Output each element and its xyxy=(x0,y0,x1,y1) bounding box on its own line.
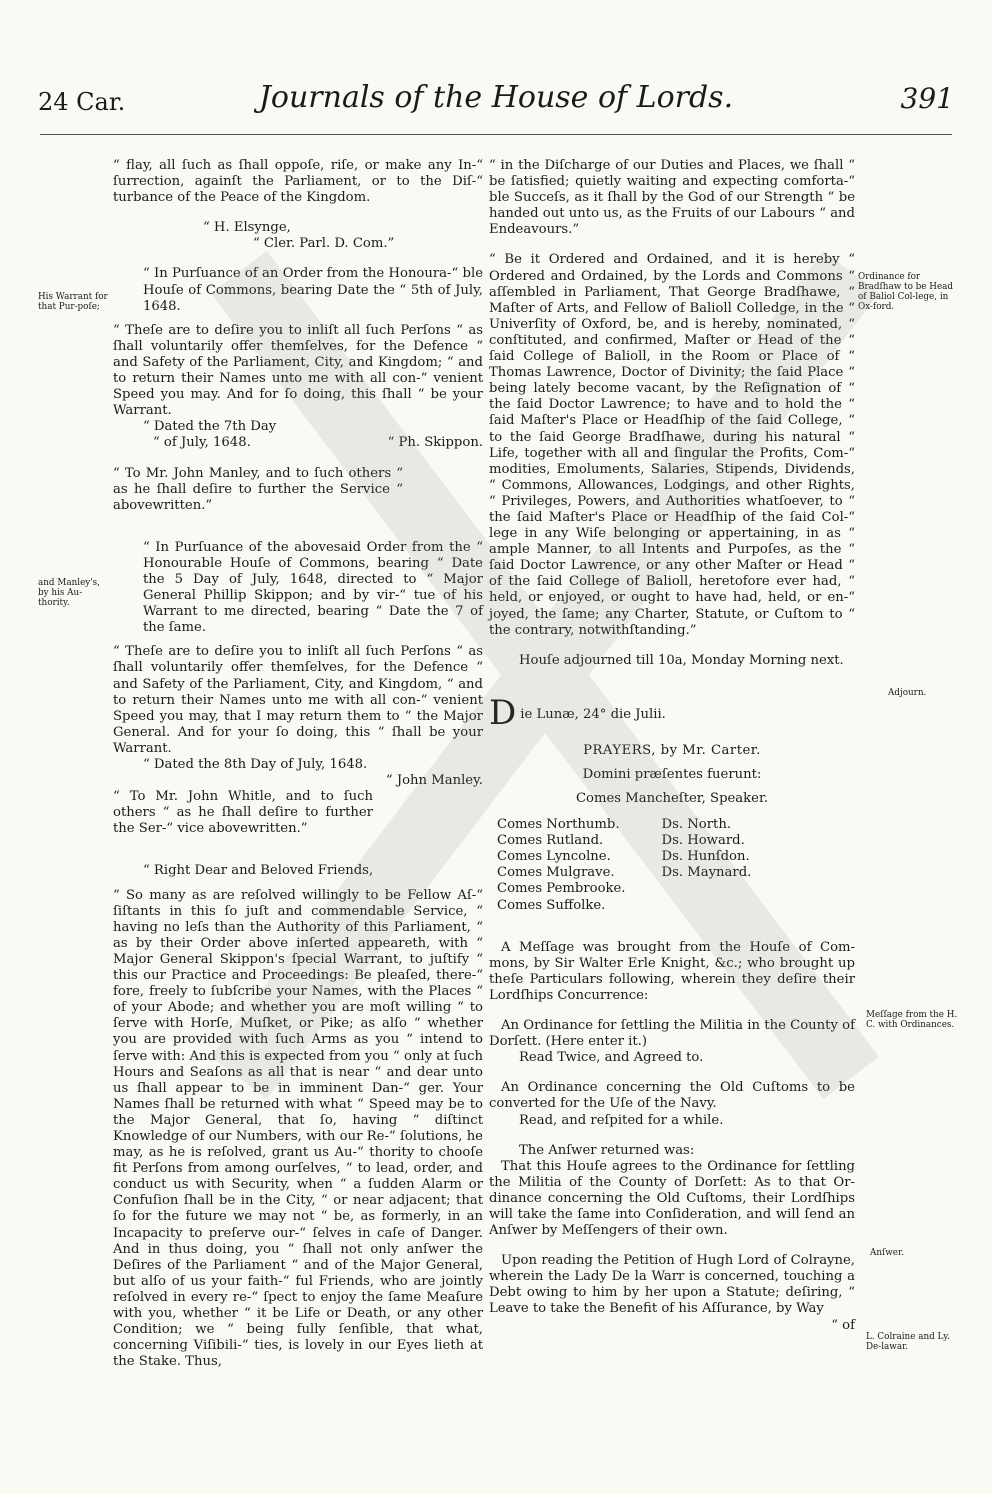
header-rule xyxy=(40,134,952,135)
signature-manley: “ John Manley. xyxy=(385,773,483,789)
member-lord: Ds. Hunſdon. xyxy=(661,849,750,865)
margin-note-ordinance: Ordinance for Bradſhaw to be Head of Baliol Col-lege, in Ox-ford. xyxy=(858,272,954,312)
signature-elsynge: “ H. Elsynge, xyxy=(203,220,291,236)
text-block: A Meſſage was brought from the Houſe of Com-mons, by Sir Walter Erle Knight, &c.; who brought up theſe Particulars following, wherein they deſire their Lordſhips Concurrence: xyxy=(489,939,855,1003)
speaker-line: Comes Mancheſter, Speaker. xyxy=(575,791,769,806)
salutation: “ Right Dear and Beloved Friends, xyxy=(143,863,374,879)
signature-title: “ Cler. Parl. D. Com.” xyxy=(253,236,395,252)
text-block: “ flay, all ſuch as ſhall oppoſe, riſe, or make any In-“ ſurrection, againſt the Parliament, or to the Diſ-“ turbance of the Peace of the Kingdom. xyxy=(113,158,483,206)
margin-note-manley: and Manley's, by his Au-thority. xyxy=(38,578,100,608)
header-regnal-year: 24 Car. xyxy=(38,88,126,116)
text-block: “ Theſe are to deſire you to inliſt all ſuch Perſons “ as ſhall voluntarily offer themſelves, for the Defence “ and Safety of the Parliament, City, and Kingdom, “ and to return their Names unto me with all con-“ venient Speed you may, that I may return them to “ the Major General. And for your ſo doing, this “ ſhall be your Warrant. xyxy=(113,644,483,756)
signature-skippon: “ Ph. Skippon. xyxy=(387,435,483,451)
dated-line: “ Dated the 8th Day of July, 1648. xyxy=(143,757,368,772)
text-block: “ Theſe are to deſire you to inliſt all ſuch Perſons “ as ſhall voluntarily offer themſelves, for the Defence “ and Safety of the Parliament, City, and Kingdom; “ and to return their Names unto me with all con-“ venient Speed you may. And for ſo doing, this ſhall “ be your Warrant. xyxy=(113,322,483,419)
page-header xyxy=(0,78,992,130)
member-earl: Comes Suffolke. xyxy=(497,897,606,913)
text-block: An Ordinance concerning the Old Cuſtoms to be converted for the Uſe of the Navy. xyxy=(489,1080,855,1112)
margin-note-answer: Anſwer. xyxy=(870,1248,905,1258)
text-block: An Ordinance for ſettling the Militia in the County of Dorſett. (Here enter it.) xyxy=(489,1018,855,1050)
reading-result: Read, and reſpited for a while. xyxy=(519,1112,724,1128)
present-line: Domini præſentes fuerunt: xyxy=(582,766,762,782)
drop-cap: D xyxy=(489,694,517,729)
session-date: ie Lunæ, 24° die Julii. xyxy=(520,706,666,722)
adjournment-line: Houſe adjourned till 10a, Monday Morning next. xyxy=(519,652,844,668)
header-page-number: 391 xyxy=(900,82,954,115)
members-list xyxy=(489,817,855,914)
reading-result: Read Twice, and Agreed to. xyxy=(519,1050,704,1066)
text-block: Upon reading the Petition of Hugh Lord of Colrayne, wherein the Lady De la Warr is concerned, touching a Debt owing to him by her upon a Statute; deſiring, “ Leave to take the Benefit of his Aſſurance, by Way xyxy=(489,1253,855,1317)
member-earl: Comes Pembrooke. xyxy=(497,881,626,897)
dated-line: “ Dated the 7th Day xyxy=(143,419,277,435)
margin-note-adjourn: Adjourn. xyxy=(888,688,927,698)
dated-line: “ of July, 1648. xyxy=(153,435,251,451)
member-earl: Comes Northumb. xyxy=(497,817,620,833)
text-block: “ So many as are reſolved willingly to be Fellow Aſ-“ ſiſtants in this ſo juſt and commendable Service, “ having no leſs than the Authority of this Parliament, “ as by their Order above inſerted appeareth, with “ Major General Skippon's ſpecial Warrant, to juſtify “ this our Practice and Proceedings: Be pleaſed, there-“ fore, freely to ſubſcribe your Names, with the Places “ of your Abode; and whether you are moſt willing “ to ſerve with Horſe, Muſket, or Pike; as alſo “ whether you are provided with ſuch Arms as you “ intend to ſerve with: And this is expected from you “ only at ſuch Hours and Seaſons as all that is near “ and dear unto us ſhall appear to be in imminent Dan-“ ger. Your Names ſhall be returned with what “ Speed may be to the Major General, that ſo, having “ diſtinct Knowledge of our Numbers, with our Re-“ ſolutions, he may, as he is reſolved, grant us Au-“ thority to chooſe fit Perſons from among ourſelves, “ to lead, order, and conduct us with Security, when “ a ſudden Alarm or Confuſion ſhall be in the City, “ or near adjacent; that ſo for the future we may not “ be, as formerly, in an Incapacity to preſerve our-“ ſelves in caſe of Danger. And in thus doing, you “ ſhall not only anſwer the Deſires of the Parliament “ and of the Major General, but alſo of us your faith-“ ful Friends, who are jointly reſolved in every re-“ ſpect to enjoy the ſame Meaſure with you, whether “ it be Life or Death, or any other Condition; we “ being fully ſenſible, that what, concerning Viſibili-“ ties, is lovely in our Eyes lieth at the Stake. Thus, xyxy=(113,887,483,1370)
member-lord: Ds. Maynard. xyxy=(661,865,752,881)
prayers-line: PRAYERS, by Mr. Carter. xyxy=(583,742,761,758)
header-title: Journals of the House of Lords. xyxy=(258,80,734,115)
text-block: “ In Purſuance of the abovesaid Order from the “ Honourable Houſe of Commons, bearing “ Date the 5 Day of July, 1648, directed to “ Major General Phillip Skippon; and by vir-“ tue of his Warrant to me directed, bearing “ Date the 7 of the ſame. xyxy=(143,539,483,636)
margin-note-colraine: L. Colraine and Ly. De-lawar. xyxy=(866,1332,950,1352)
text-block: “ To Mr. John Whitle, and to ſuch others “ as he ſhall deſire to further the Ser-“ vice abovewritten.” xyxy=(113,789,373,837)
member-earl: Comes Lyncolne. xyxy=(497,849,611,865)
text-block: That this Houſe agrees to the Ordinance for ſettling the Militia of the County of Dorſett: As to that Or-dinance concerning the Old Cuſtoms, their Lordſhips will take the ſame into Conſideration, and will ſend an Anſwer by Meſſengers of their own. xyxy=(489,1158,855,1239)
text-block: “ in the Diſcharge of our Duties and Places, we ſhall “ be ſatisfied; quietly waiting and expecting comforta-“ ble Succeſs, as it ſhall by the God of our Strength “ be handed out unto us, as the Fruits of our Labours “ and Endeavours.” xyxy=(489,158,855,238)
member-lord: Ds. North. xyxy=(661,817,732,833)
member-lord: Ds. Howard. xyxy=(661,833,745,849)
left-column xyxy=(113,158,483,1370)
text-block: “ In Purſuance of an Order from the Honoura-“ ble Houſe of Commons, bearing Date the “ 5th of July, 1648. xyxy=(143,266,483,314)
text-block: “ Be it Ordered and Ordained, and it is hereby “ Ordered and Ordained, by the Lords and Commons “ aſſembled in Parliament, That George Bradſhawe, “ Maſter of Arts, and Fellow of Balioll Colledge, in the “ Univerſity of Oxford, be, and is hereby, nominated, “ conſtituted, and confirmed, Maſter or Head of the “ ſaid College of Balioll, in the Room or Place of “ Thomas Lawrence, Doctor of Divinity; the ſaid Place “ being lately become vacant, by the Reſignation of “ the ſaid Doctor Lawrence; to have and to hold the “ ſaid Maſter's Place or Headſhip of the ſaid College, “ to the ſaid George Bradſhawe, during his natural “ Life, together with all and ſingular the Profits, Com-“ modities, Emoluments, Salaries, Stipends, Dividends, “ Commons, Allowances, Lodgings, and other Rights, “ Privileges, Powers, and Authorities whatſoever, to “ the ſaid Maſter's Place or Headſhip of the ſaid Col-“ lege in any Wiſe belonging or appertaining, in as “ ample Manner, to all Intents and Purpoſes, as the “ ſaid Doctor Lawrence, or any other Maſter or Head “ of the ſaid College of Balioll, heretofore ever had, “ held, or enjoyed, or ought to have had, held, or en-“ joyed, the ſame; any Charter, Statute, or Cuſtom to “ the contrary, notwithſtanding.” xyxy=(489,252,855,638)
member-earl: Comes Mulgrave. xyxy=(497,865,615,881)
member-earl: Comes Rutland. xyxy=(497,833,604,849)
margin-note-message: Meſſage from the H. C. with Ordinances. xyxy=(866,1010,958,1030)
catchword: “ of xyxy=(831,1317,855,1333)
margin-note-warrant: His Warrant for that Pur-poſe; xyxy=(38,292,108,312)
text-block: “ To Mr. John Manley, and to ſuch others “ as he ſhall deſire to further the Service “ abovewritten.” xyxy=(113,465,403,513)
answer-heading: The Anſwer returned was: xyxy=(519,1142,695,1158)
right-column xyxy=(489,158,855,1334)
